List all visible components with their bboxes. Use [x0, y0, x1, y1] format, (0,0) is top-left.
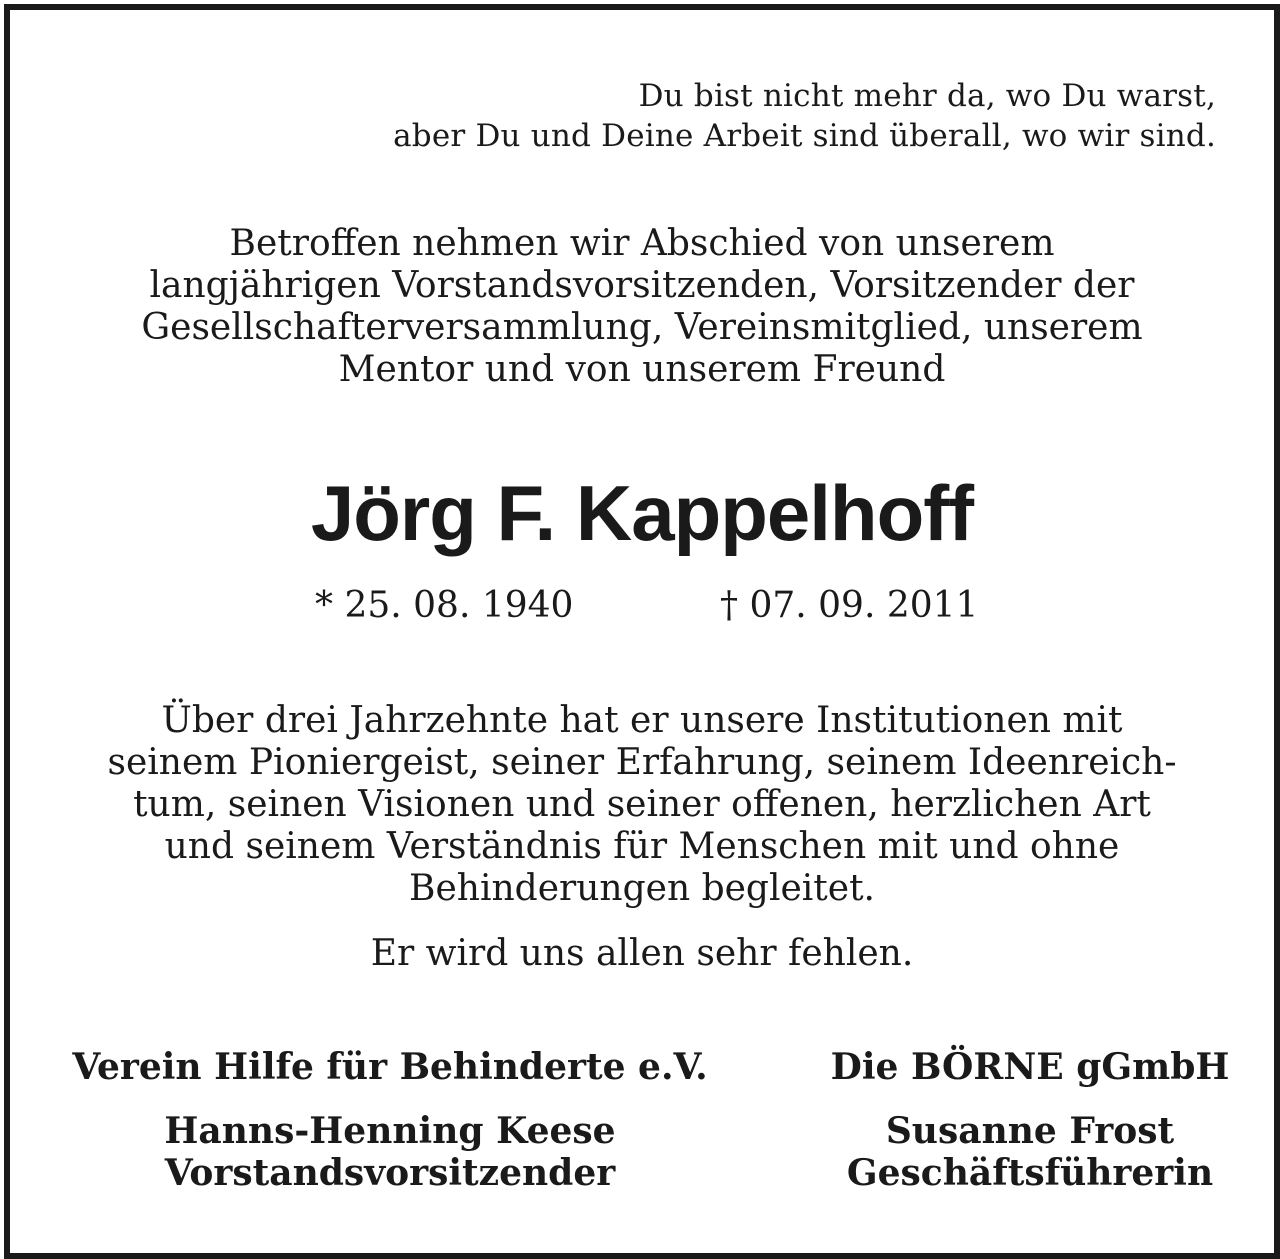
intro-line: Mentor und von unserem Freund — [338, 349, 946, 390]
tribute-line: seinem Pioniergeist, seiner Erfahrung, seinem Ideenreich- — [107, 742, 1177, 783]
signature-left — [70, 1046, 710, 1194]
motto-line: aber Du und Deine Arbeit sind überall, wo wir sind. — [393, 118, 1216, 154]
tribute-line: Über drei Jahrzehnte hat er unsere Institutionen mit — [161, 700, 1123, 741]
intro-line: langjährigen Vorstandsvorsitzenden, Vorsitzender der — [149, 265, 1135, 306]
tribute-paragraph — [10, 700, 1274, 910]
signature-person: Susanne Frost — [885, 1110, 1175, 1152]
signature-organization: Die BÖRNE gGmbH — [830, 1046, 1230, 1088]
motto-quote — [393, 76, 1216, 156]
motto-line: Du bist nicht mehr da, wo Du warst, — [638, 78, 1216, 114]
intro-line: Betroffen nehmen wir Abschied von unserem — [229, 223, 1055, 264]
signature-right — [810, 1046, 1250, 1194]
intro-line: Gesellschafterversammlung, Vereinsmitglied, unserem — [141, 307, 1143, 348]
deceased-name: Jörg F. Kappelhoff — [310, 469, 974, 557]
intro-paragraph — [10, 223, 1274, 391]
obituary-frame — [4, 4, 1280, 1259]
signature-role: Geschäftsführerin — [846, 1152, 1214, 1194]
birth-date: * 25. 08. 1940 — [315, 585, 574, 626]
signature-person: Hanns-Henning Keese — [164, 1110, 616, 1152]
closing-sentence: Er wird uns allen sehr fehlen. — [370, 933, 914, 974]
signature-role: Vorstandsvorsitzender — [164, 1152, 616, 1194]
tribute-line: tum, seinen Visionen und seiner offenen, herzlichen Art — [133, 784, 1151, 825]
tribute-line: und seinem Verständnis für Menschen mit und ohne — [164, 826, 1120, 867]
tribute-line: Behinderungen begleitet. — [409, 868, 875, 909]
signature-organization: Verein Hilfe für Behinderte e.V. — [72, 1046, 708, 1088]
death-date: † 07. 09. 2011 — [720, 585, 979, 626]
